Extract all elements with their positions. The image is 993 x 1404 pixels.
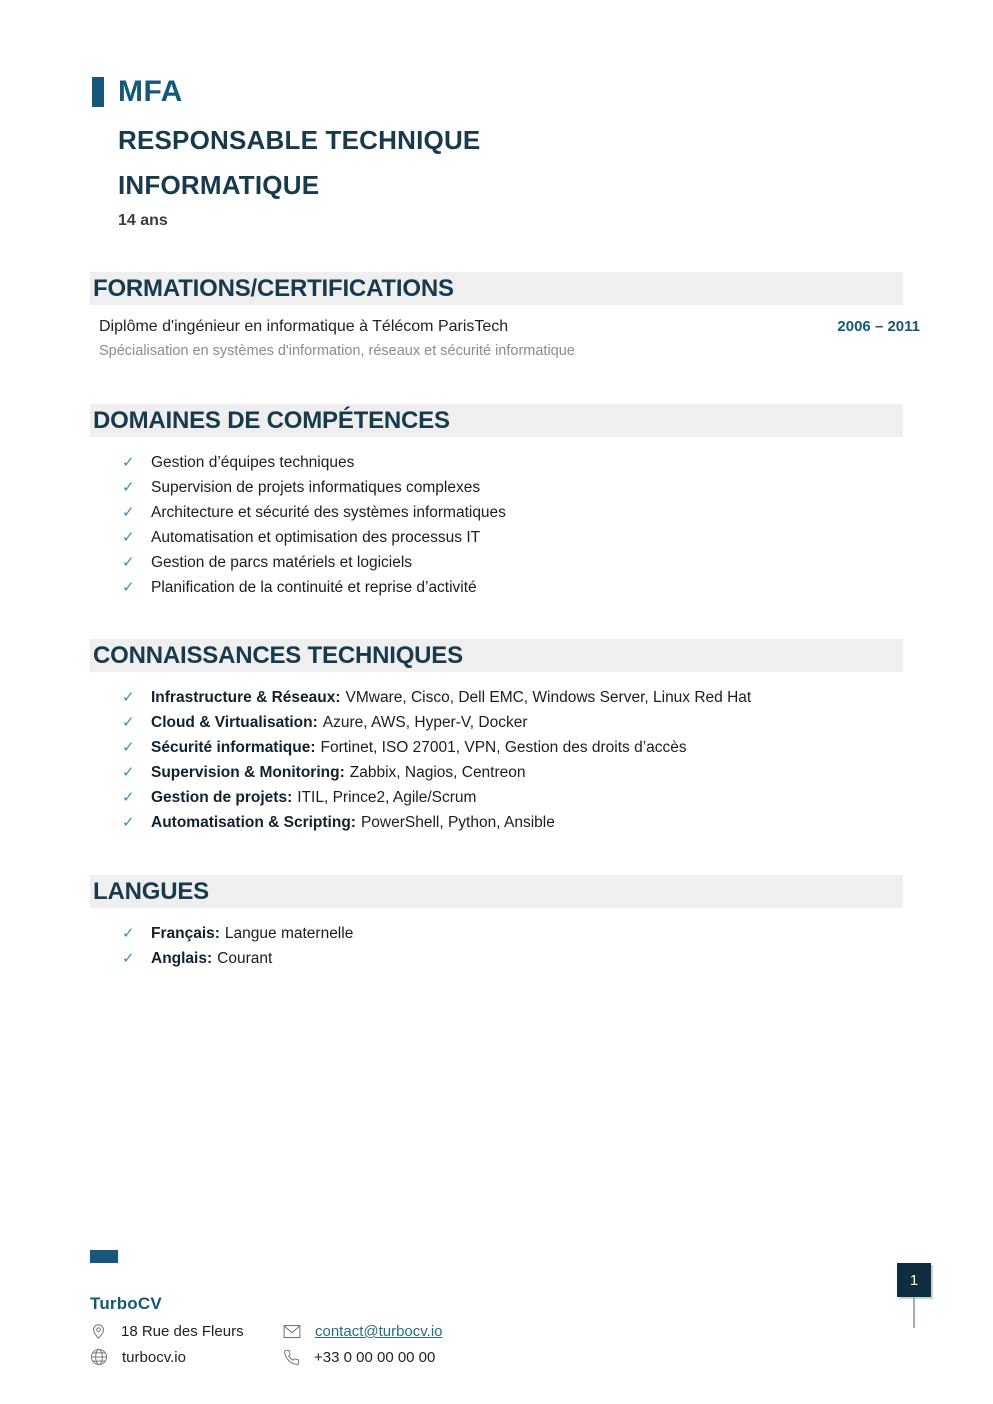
skill-category: Supervision & Monitoring: [151, 764, 345, 781]
section-competences [90, 404, 993, 600]
section-heading-connaissances: CONNAISSANCES TECHNIQUES [90, 639, 903, 672]
check-icon: ✓ [122, 479, 135, 496]
list-item [122, 921, 993, 946]
language-level: Langue maternelle [224, 925, 354, 942]
list-item [122, 525, 993, 550]
education-entry-row [99, 318, 920, 336]
list-item [122, 550, 993, 575]
section-heading-formations: FORMATIONS/CERTIFICATIONS [90, 272, 903, 305]
list-item [122, 475, 993, 500]
accent-bar [92, 77, 104, 107]
skill-values: Zabbix, Nagios, Centreon [349, 764, 526, 781]
competences-list [122, 450, 993, 600]
check-icon: ✓ [122, 814, 135, 831]
contact-website [90, 1348, 283, 1366]
list-item [122, 810, 993, 835]
check-icon: ✓ [122, 554, 135, 571]
degree-subtitle: Spécialisation en systèmes d'information, réseaux et sécurité informatique [99, 343, 575, 359]
contact-grid [90, 1323, 613, 1366]
check-icon: ✓ [122, 529, 135, 546]
list-item [122, 735, 993, 760]
education-entry [99, 318, 920, 359]
contact-email [283, 1323, 613, 1340]
check-icon: ✓ [122, 714, 135, 731]
globe-icon [90, 1348, 108, 1366]
section-heading-langues: LANGUES [90, 875, 903, 908]
list-item-text: Gestion de parcs matériels et logiciels [151, 554, 413, 571]
list-item [122, 450, 993, 475]
skill-values: VMware, Cisco, Dell EMC, Windows Server, Linux Red Hat [345, 689, 752, 706]
list-item-text: Gestion d’équipes techniques [151, 454, 355, 471]
footer-accent-bar [90, 1250, 118, 1263]
phone-icon [283, 1349, 300, 1366]
list-item-text: Supervision de projets informatiques complexes [151, 479, 481, 496]
contact-phone [283, 1349, 613, 1366]
skill-category: Sécurité informatique: [151, 739, 316, 756]
brand-name: TurboCV [90, 1294, 162, 1313]
candidate-initials: MFA [118, 75, 183, 108]
langues-list [122, 921, 993, 971]
page-marker-line [913, 1297, 915, 1328]
contact-address [90, 1323, 283, 1340]
candidate-name-row [92, 76, 993, 108]
cv-header [0, 0, 993, 232]
address-text: 18 Rue des Fleurs [121, 1323, 244, 1340]
list-item [122, 946, 993, 971]
section-heading-competences: DOMAINES DE COMPÉTENCES [90, 404, 903, 437]
list-item [122, 785, 993, 810]
list-item [122, 710, 993, 735]
skill-category: Cloud & Virtualisation: [151, 714, 318, 731]
check-icon: ✓ [122, 925, 135, 942]
skill-category: Automatisation & Scripting: [151, 814, 356, 831]
skill-values: ITIL, Prince2, Agile/Scrum [297, 789, 477, 806]
mail-icon [283, 1324, 301, 1339]
language-name: Anglais: [151, 950, 213, 967]
list-item [122, 575, 993, 600]
experience-years: 14 ans [118, 212, 168, 229]
phone-text: +33 0 00 00 00 00 [314, 1348, 436, 1366]
check-icon: ✓ [122, 504, 135, 521]
section-formations [90, 272, 993, 359]
section-connaissances [90, 639, 993, 835]
check-icon: ✓ [122, 579, 135, 596]
cv-footer [90, 1250, 613, 1366]
connaissances-list [122, 685, 993, 835]
website-text: turbocv.io [122, 1348, 186, 1366]
check-icon: ✓ [122, 950, 135, 967]
check-icon: ✓ [122, 739, 135, 756]
job-title [118, 118, 993, 208]
job-title-line1: RESPONSABLE TECHNIQUE [118, 125, 481, 155]
check-icon: ✓ [122, 789, 135, 806]
job-title-line2: INFORMATIQUE [118, 170, 320, 200]
list-item [122, 500, 993, 525]
page-number: 1 [897, 1263, 931, 1297]
page-number-marker [897, 1263, 931, 1328]
list-item [122, 685, 993, 710]
skill-category: Infrastructure & Réseaux: [151, 689, 341, 706]
list-item-text: Planification de la continuité et reprise d’activité [151, 579, 477, 596]
check-icon: ✓ [122, 689, 135, 706]
skill-values: Azure, AWS, Hyper-V, Docker [322, 714, 528, 731]
skill-values: PowerShell, Python, Ansible [360, 814, 555, 831]
skill-values: Fortinet, ISO 27001, VPN, Gestion des droits d’accès [320, 739, 687, 756]
check-icon: ✓ [122, 454, 135, 471]
section-langues [90, 875, 993, 971]
language-level: Courant [217, 950, 273, 967]
email-link[interactable]: contact@turbocv.io [315, 1323, 443, 1340]
skill-category: Gestion de projets: [151, 789, 293, 806]
list-item [122, 760, 993, 785]
degree-title: Diplôme d'ingénieur en informatique à Télécom ParisTech [99, 318, 509, 335]
degree-period: 2006 – 2011 [837, 318, 920, 335]
cv-body [0, 272, 993, 971]
list-item-text: Architecture et sécurité des systèmes informatiques [151, 504, 506, 521]
language-name: Français: [151, 925, 220, 942]
location-pin-icon [90, 1323, 107, 1340]
list-item-text: Automatisation et optimisation des processus IT [151, 529, 481, 546]
check-icon: ✓ [122, 764, 135, 781]
